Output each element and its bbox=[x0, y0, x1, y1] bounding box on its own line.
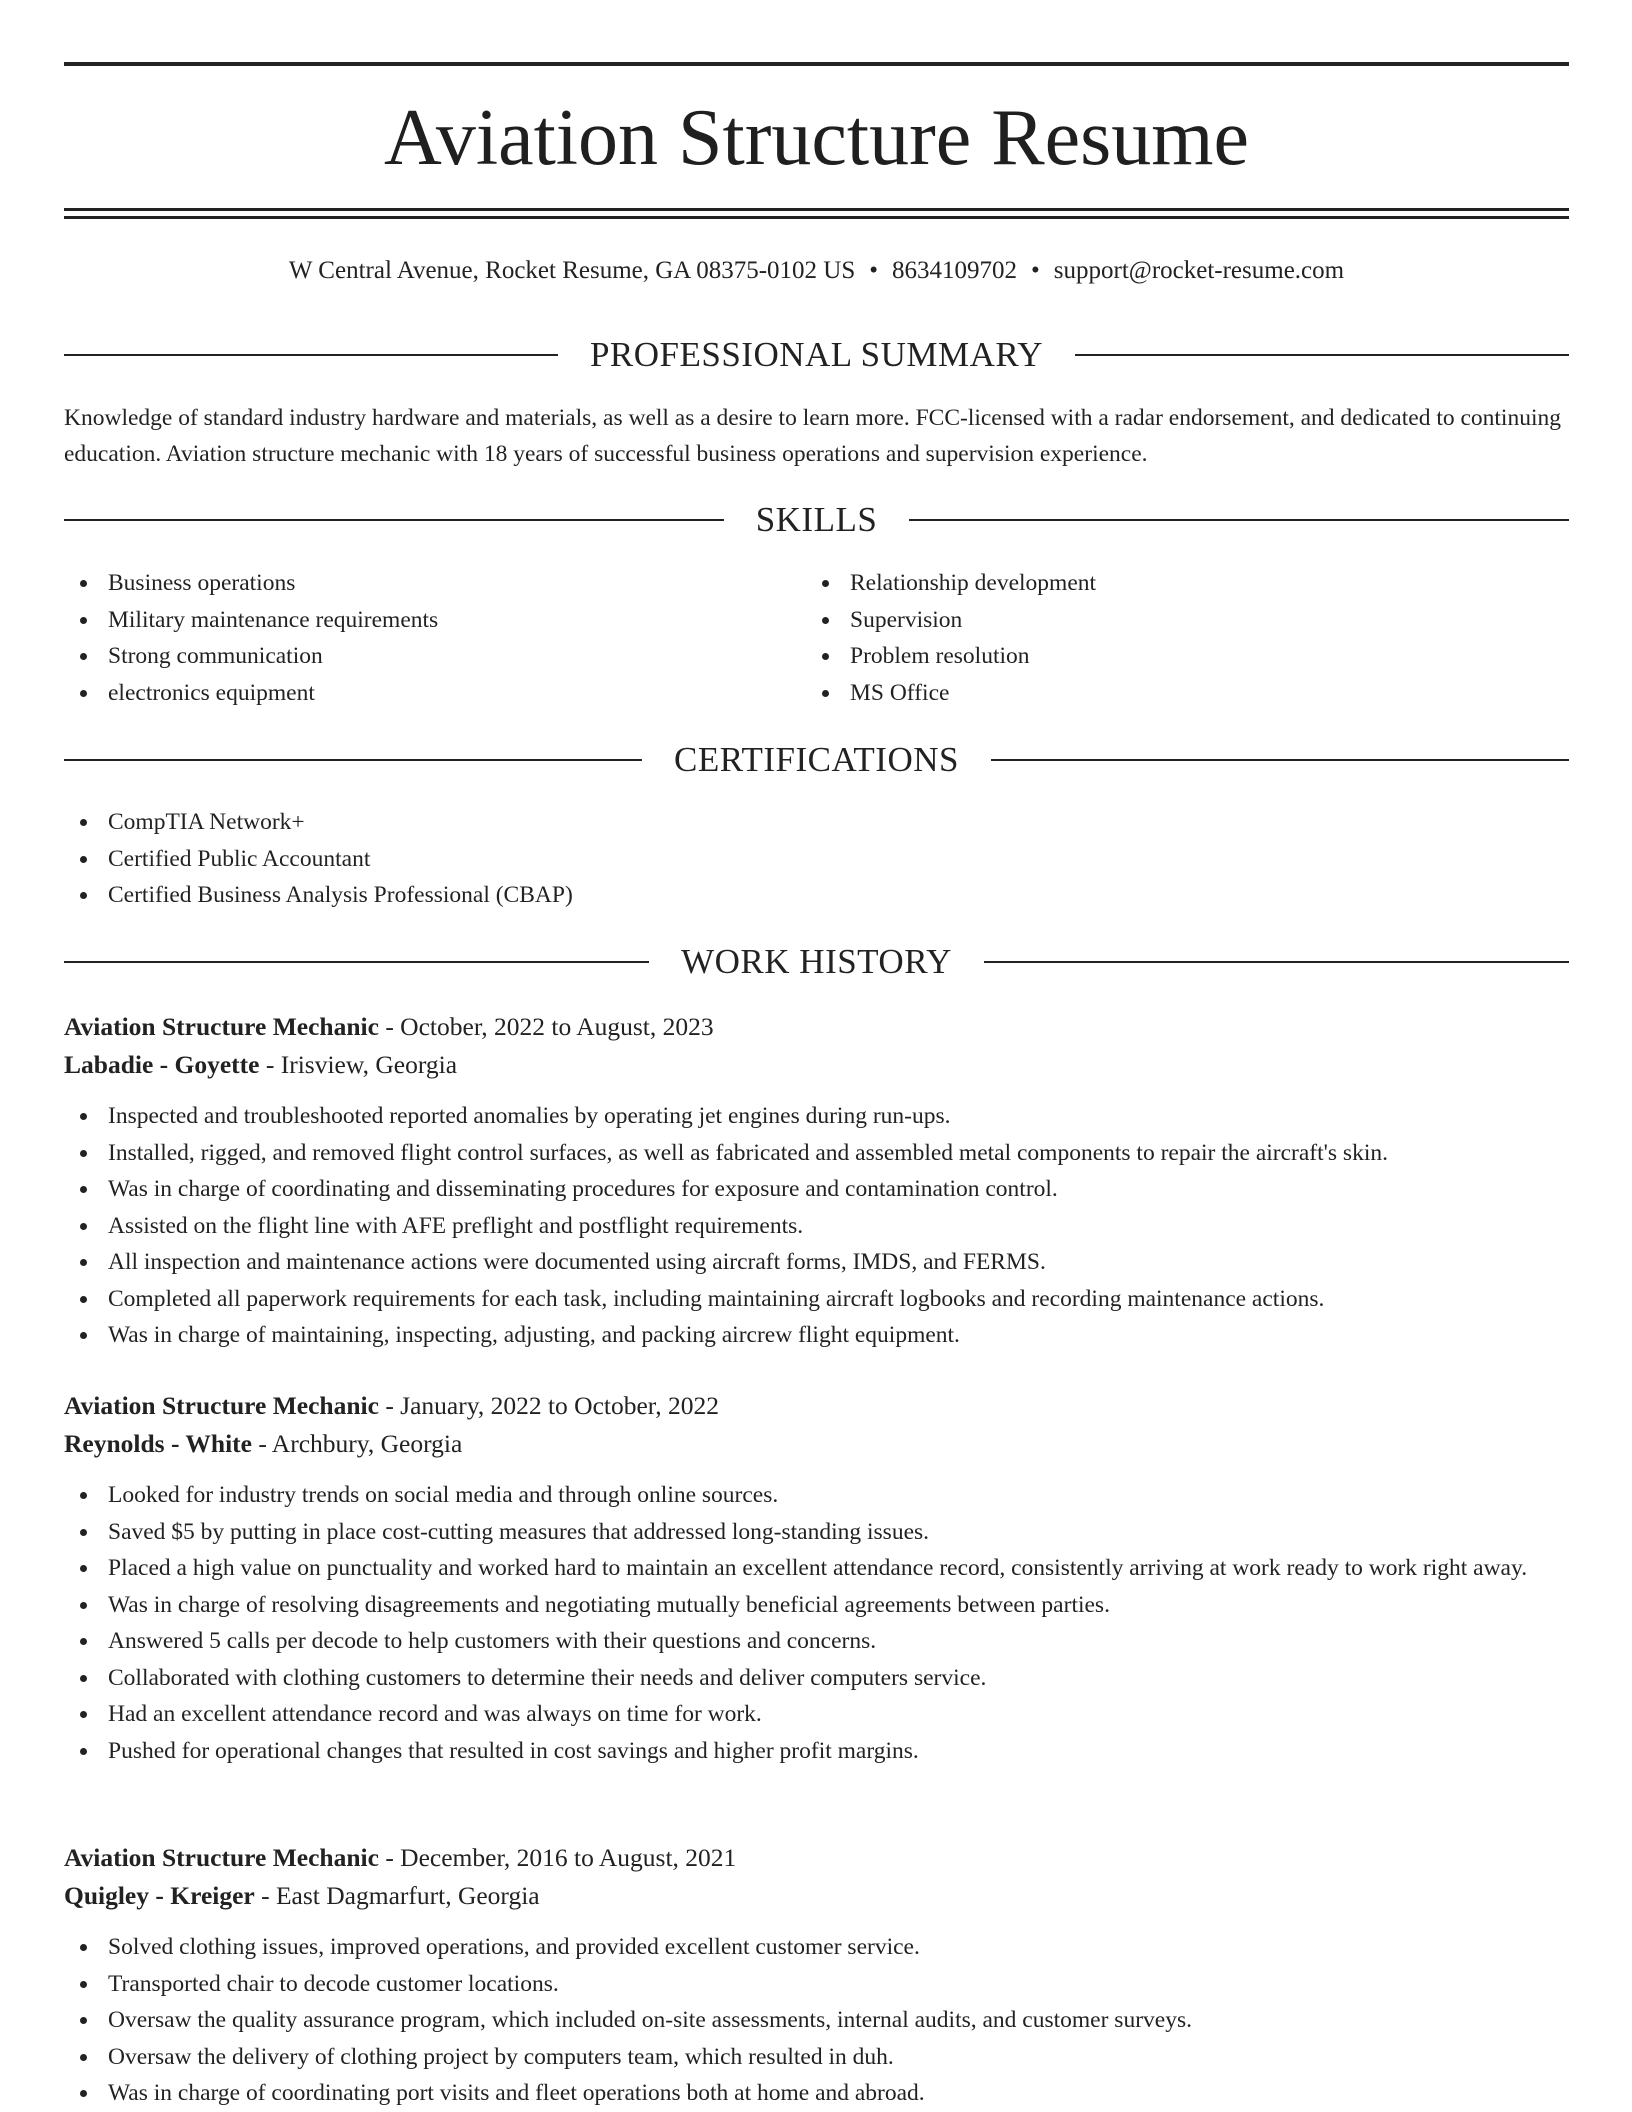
contact-phone: 8634109702 bbox=[892, 257, 1018, 284]
job-bullet: Assisted on the flight line with AFE preflight and postflight requirements. bbox=[64, 1208, 1569, 1245]
certifications-list bbox=[64, 804, 1064, 914]
section-title: CERTIFICATIONS bbox=[674, 740, 959, 779]
section-title: PROFESSIONAL SUMMARY bbox=[589, 335, 1044, 374]
skill-item: Strong communication bbox=[64, 638, 764, 675]
job-bullet: Placed a high value on punctuality and worked hard to maintain an excellent attendance record, consistently arriving at work ready to work right away. bbox=[64, 1550, 1569, 1587]
job-bullet: Solved clothing issues, improved operations, and provided excellent customer service. bbox=[64, 1929, 1569, 1966]
job-title: Aviation Structure Mechanic bbox=[64, 1391, 379, 1420]
heading-rule bbox=[984, 961, 1569, 963]
job-bullet: Installed, rigged, and removed flight control surfaces, as well as fabricated and assembled metal components to repair the aircraft's skin. bbox=[64, 1135, 1569, 1172]
job-bullet: Saved $5 by putting in place cost-cutting measures that addressed long-standing issues. bbox=[64, 1514, 1569, 1551]
job-bullet: Collaborated with clothing customers to determine their needs and deliver computers service. bbox=[64, 1660, 1569, 1697]
job-title-line bbox=[64, 1387, 1569, 1425]
job-bullet: Was in charge of coordinating port visits and fleet operations both at home and abroad. bbox=[64, 2075, 1569, 2112]
job-bullet: Oversaw the quality assurance program, which included on-site assessments, internal audits, and customer surveys. bbox=[64, 2002, 1569, 2039]
job-company-line bbox=[64, 1046, 1569, 1084]
contact-separator: • bbox=[1031, 257, 1040, 284]
skill-item: Business operations bbox=[64, 565, 764, 602]
job-bullets bbox=[64, 1929, 1569, 2112]
heading-rule bbox=[64, 354, 558, 356]
section-heading-work-history bbox=[64, 942, 1569, 982]
job-bullet: Was in charge of maintaining, inspecting, adjusting, and packing aircrew flight equipment. bbox=[64, 1317, 1569, 1354]
job-title-line bbox=[64, 1008, 1569, 1046]
job-bullet: Had an excellent attendance record and was always on time for work. bbox=[64, 1696, 1569, 1733]
job-company-line bbox=[64, 1877, 1569, 1915]
heading-rule bbox=[1075, 354, 1569, 356]
job-company: Quigley - Kreiger bbox=[64, 1881, 255, 1910]
job-bullet: All inspection and maintenance actions were documented using aircraft forms, IMDS, and FERMS. bbox=[64, 1244, 1569, 1281]
section-heading-summary bbox=[64, 335, 1569, 375]
section-title: WORK HISTORY bbox=[681, 942, 952, 981]
page-title: Aviation Structure Resume bbox=[384, 94, 1249, 182]
skill-item: Military maintenance requirements bbox=[64, 602, 764, 639]
heading-rule bbox=[64, 961, 649, 963]
job-dates: - January, 2022 to October, 2022 bbox=[378, 1391, 720, 1420]
job-bullet: Looked for industry trends on social media and through online sources. bbox=[64, 1477, 1569, 1514]
skill-item: Supervision bbox=[806, 602, 1506, 639]
contact-email: support@rocket-resume.com bbox=[1053, 257, 1345, 284]
job-bullet: Pushed for operational changes that resulted in cost savings and higher profit margins. bbox=[64, 1733, 1569, 1770]
job-title-line bbox=[64, 1839, 1569, 1877]
job-title: Aviation Structure Mechanic bbox=[64, 1012, 379, 1041]
skill-item: Problem resolution bbox=[806, 638, 1506, 675]
section-heading-skills bbox=[64, 500, 1569, 540]
job-entry bbox=[64, 1387, 1569, 1769]
heading-rule bbox=[909, 519, 1569, 521]
section-heading-certifications bbox=[64, 740, 1569, 780]
job-bullet: Transported chair to decode customer locations. bbox=[64, 1966, 1569, 2003]
certification-item: Certified Public Accountant bbox=[64, 841, 1064, 878]
job-title: Aviation Structure Mechanic bbox=[64, 1843, 379, 1872]
job-location: - Archbury, Georgia bbox=[251, 1429, 463, 1458]
job-entry bbox=[64, 1008, 1569, 1354]
job-company: Reynolds - White bbox=[64, 1429, 252, 1458]
job-location: - East Dagmarfurt, Georgia bbox=[254, 1881, 540, 1910]
heading-rule bbox=[64, 759, 642, 761]
contact-line bbox=[64, 254, 1569, 288]
top-rule bbox=[64, 62, 1569, 66]
job-entry bbox=[64, 1839, 1569, 2112]
job-bullet: Oversaw the delivery of clothing project by computers team, which resulted in duh. bbox=[64, 2039, 1569, 2076]
title-rule-lower bbox=[64, 216, 1569, 219]
skills-list-left bbox=[64, 565, 764, 711]
job-company: Labadie - Goyette bbox=[64, 1050, 260, 1079]
job-bullet: Inspected and troubleshooted reported anomalies by operating jet engines during run-ups. bbox=[64, 1098, 1569, 1135]
job-location: - Irisview, Georgia bbox=[259, 1050, 458, 1079]
contact-separator: • bbox=[869, 257, 879, 284]
certification-item: Certified Business Analysis Professional (CBAP) bbox=[64, 877, 1064, 914]
skill-item: MS Office bbox=[806, 675, 1506, 712]
job-bullets bbox=[64, 1098, 1569, 1354]
job-dates: - October, 2022 to August, 2023 bbox=[378, 1012, 714, 1041]
heading-rule bbox=[64, 519, 724, 521]
job-bullets bbox=[64, 1477, 1569, 1769]
job-bullet: Was in charge of coordinating and disseminating procedures for exposure and contamination control. bbox=[64, 1171, 1569, 1208]
job-company-line bbox=[64, 1425, 1569, 1463]
section-title: SKILLS bbox=[755, 500, 878, 539]
job-dates: - December, 2016 to August, 2021 bbox=[378, 1843, 737, 1872]
summary-text: Knowledge of standard industry hardware and materials, as well as a desire to learn more. FCC-licensed with a radar endorsement, and dedicated to continuing education. Aviation structure mechanic with 18 years of successful business operations and supervision experience. bbox=[64, 405, 1561, 467]
job-bullet: Answered 5 calls per decode to help customers with their questions and concerns. bbox=[64, 1623, 1569, 1660]
skill-item: Relationship development bbox=[806, 565, 1506, 602]
contact-address: W Central Avenue, Rocket Resume, GA 08375-0102 US bbox=[288, 257, 856, 284]
title-rule-upper bbox=[64, 208, 1569, 211]
skills-list-right bbox=[806, 565, 1506, 711]
certification-item: CompTIA Network+ bbox=[64, 804, 1064, 841]
job-bullet: Completed all paperwork requirements for each task, including maintaining aircraft logbooks and recording maintenance actions. bbox=[64, 1281, 1569, 1318]
heading-rule bbox=[991, 759, 1569, 761]
job-bullet: Was in charge of resolving disagreements and negotiating mutually beneficial agreements between parties. bbox=[64, 1587, 1569, 1624]
skill-item: electronics equipment bbox=[64, 675, 764, 712]
